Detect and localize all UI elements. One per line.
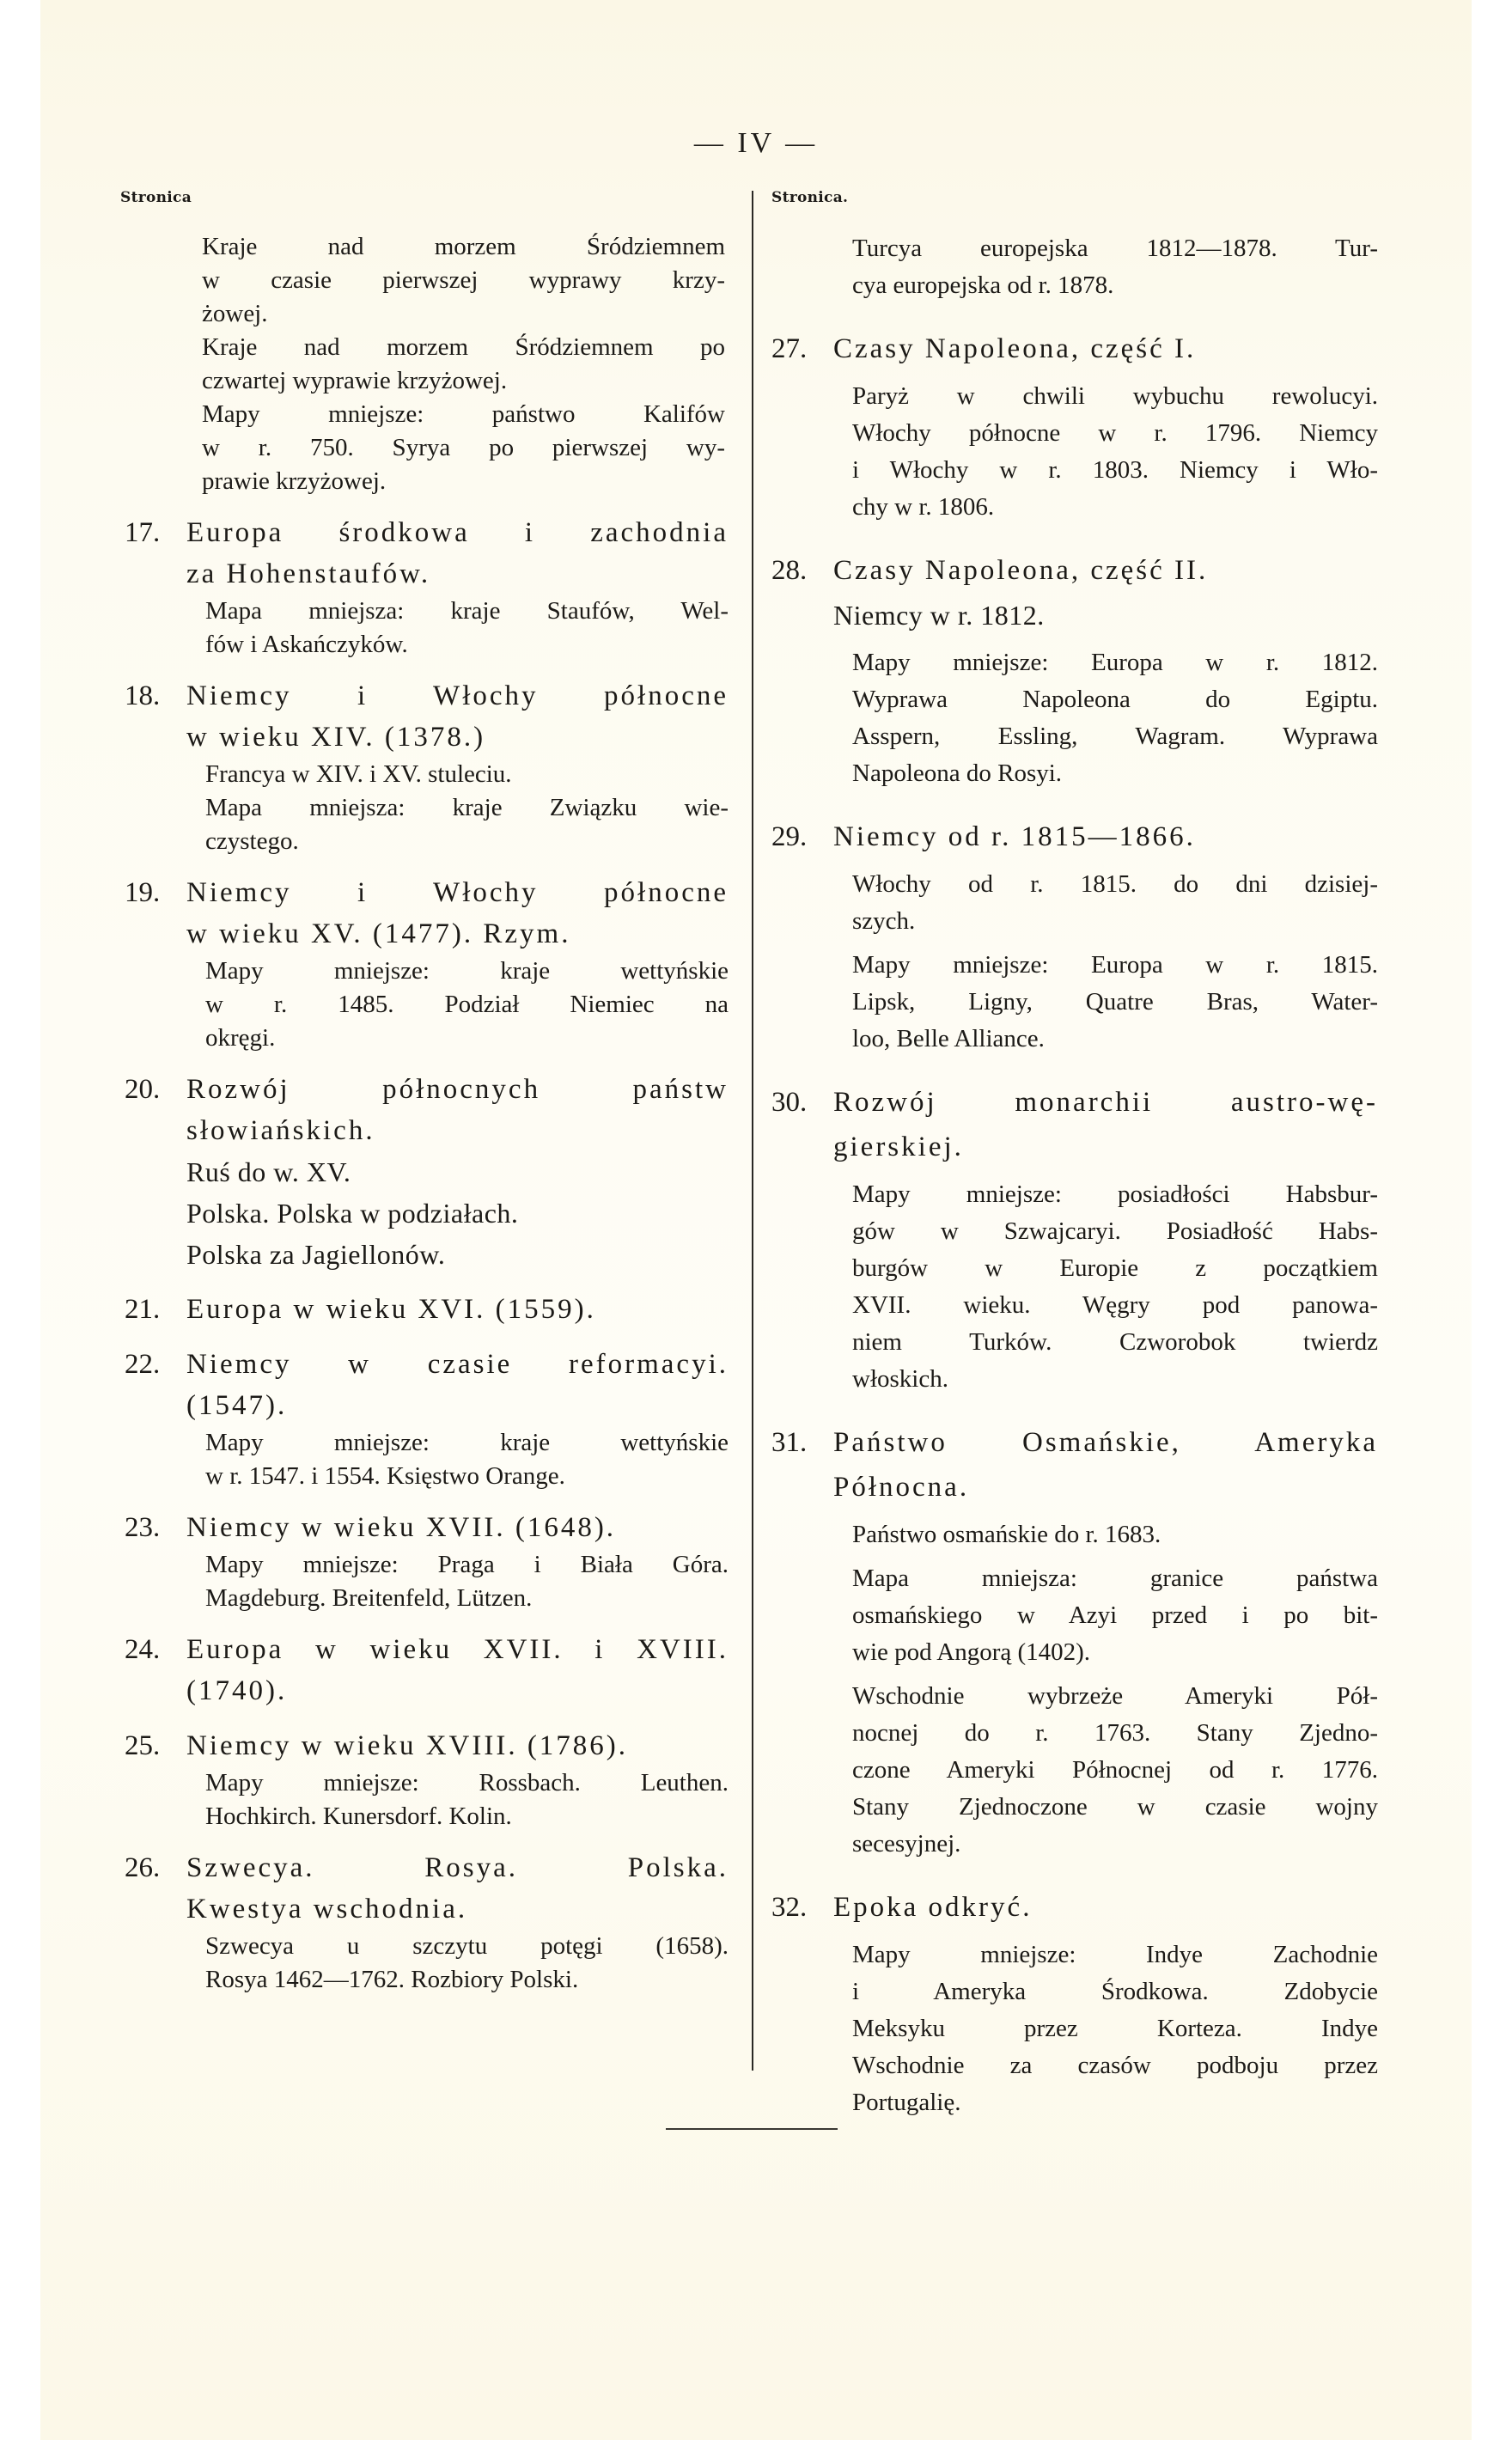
toc-entry xyxy=(125,1344,729,1493)
entry-map-line: Paryż w chwili wybuchu rewolucyi. xyxy=(852,382,1378,410)
entry-number: 25. xyxy=(125,1730,161,1761)
entry-title-line xyxy=(125,1069,729,1110)
entry-title-text: Niemcy i Włochy północne xyxy=(186,877,729,908)
entry-number: 20. xyxy=(125,1074,161,1105)
entry-number: 28. xyxy=(771,555,808,586)
entry-map-line: Francya w XIV. i XV. stuleciu. xyxy=(205,760,512,788)
entry-map-line: fów i Askańczyków. xyxy=(205,631,408,658)
entry-number: 21. xyxy=(125,1294,161,1325)
entry-title-line xyxy=(771,1080,1378,1125)
entry-map-line: czystego. xyxy=(205,827,299,855)
entry-title-text: gierskiej. xyxy=(833,1132,964,1162)
entry-map-line: cya europejska od r. 1878. xyxy=(852,271,1114,299)
entry-map-line: Portugalię. xyxy=(852,2089,961,2116)
toc-entry xyxy=(125,230,729,498)
entry-title-text: Niemcy od r. 1815—1866. xyxy=(833,821,1196,852)
entry-map-line: chy w r. 1806. xyxy=(852,493,995,521)
entry-map-line: Asspern, Essling, Wagram. Wyprawa xyxy=(852,723,1378,750)
entry-map-group xyxy=(771,230,1378,304)
entry-map-line: szych. xyxy=(852,907,916,935)
entry-title-text: Rozwój monarchii austro-wę- xyxy=(833,1087,1378,1118)
entry-map-line: Meksyku przez Korteza. Indye xyxy=(852,2015,1378,2042)
toc-entry xyxy=(771,230,1378,304)
entry-map-line: prawie krzyżowej. xyxy=(202,467,387,495)
entry-map-line: Mapa mniejsza: kraje Staufów, Wel- xyxy=(205,597,729,625)
entry-map-line: Włochy północne w r. 1796. Niemcy xyxy=(852,419,1378,447)
entry-map-line: Turcya europejska 1812—1878. Tur- xyxy=(852,235,1378,262)
column-header-right: Stronica. xyxy=(771,189,849,206)
entry-map-line: w r. 750. Syrya po pierwszej wy- xyxy=(202,434,725,461)
entry-map-line: w r. 1547. i 1554. Księstwo Orange. xyxy=(205,1462,565,1490)
entry-map-group xyxy=(125,595,729,662)
entry-map-line: Polska za Jagiellonów. xyxy=(186,1239,446,1270)
entry-number: 31. xyxy=(771,1427,808,1458)
entry-map-line: loo, Belle Alliance. xyxy=(852,1025,1045,1052)
entry-map-group xyxy=(771,1176,1378,1398)
entry-map-line: Niemcy w r. 1812. xyxy=(833,600,1045,631)
entry-title-line xyxy=(125,512,729,553)
entry-map-line: czwartej wyprawie krzyżowej. xyxy=(202,367,508,394)
entry-number: 26. xyxy=(125,1852,161,1883)
entry-map-line: Szwecya u szczytu potęgi (1658). xyxy=(205,1932,729,1960)
entry-map-line: w czasie pierwszej wyprawy krzy- xyxy=(202,266,725,294)
entry-map-line: i Ameryka Środkowa. Zdobycie xyxy=(852,1978,1378,2005)
entry-map-line: włoskich. xyxy=(852,1365,948,1393)
toc-column-left xyxy=(125,230,729,1997)
entry-map-group xyxy=(125,758,729,791)
entry-title-text: za Hohenstaufów. xyxy=(186,558,431,589)
entry-title-line xyxy=(125,553,729,595)
toc-entry xyxy=(771,1885,1378,2121)
entry-title-line xyxy=(125,1670,729,1711)
entry-map-group xyxy=(771,1678,1378,1863)
entry-title-text: Kwestya wschodnia. xyxy=(186,1894,468,1925)
entry-map-line: Kraje nad morzem Śródziemnem xyxy=(202,233,725,260)
toc-entry xyxy=(125,675,729,858)
entry-title-line xyxy=(771,1885,1378,1930)
entry-map-group xyxy=(771,947,1378,1058)
entry-map-line: żowej. xyxy=(202,300,268,327)
entry-map-line: Mapy mniejsze: Rossbach. Leuthen. xyxy=(205,1769,729,1796)
entry-title-line xyxy=(771,1420,1378,1465)
entry-map-line: Ruś do w. XV. xyxy=(186,1156,351,1187)
entry-map-group xyxy=(771,866,1378,940)
toc-entry xyxy=(771,814,1378,1058)
entry-title-line xyxy=(771,1125,1378,1169)
toc-entry xyxy=(125,872,729,1055)
entry-map-line: Polska. Polska w podziałach. xyxy=(186,1198,519,1229)
entry-map-line: czone Ameryki Północnej od r. 1776. xyxy=(852,1756,1378,1784)
toc-entry xyxy=(125,1069,729,1275)
entry-number: 23. xyxy=(125,1512,161,1543)
entry-map-line: Mapy mniejsze: kraje wettyńskie xyxy=(205,957,729,985)
toc-entry xyxy=(125,1847,729,1997)
entry-map-line: Włochy od r. 1815. do dni dzisiej- xyxy=(852,870,1378,898)
entry-title-line xyxy=(125,1725,729,1766)
entry-map-line: Mapa mniejsza: granice państwa xyxy=(852,1565,1378,1592)
entry-number: 24. xyxy=(125,1634,161,1665)
entry-map-line: osmańskiego w Azyi przed i po bit- xyxy=(852,1601,1378,1629)
entry-map-line: burgów w Europie z początkiem xyxy=(852,1254,1378,1282)
entry-title-line xyxy=(125,675,729,717)
entry-title-text: Epoka odkryć. xyxy=(833,1892,1033,1923)
entry-number: 18. xyxy=(125,680,161,711)
entry-map-group xyxy=(771,378,1378,526)
entry-map-group xyxy=(125,1766,729,1833)
entry-title-text: w wieku XV. (1477). Rzym. xyxy=(186,918,571,949)
entry-title-text: słowiańskich. xyxy=(186,1115,375,1146)
entry-number: 27. xyxy=(771,333,808,364)
entry-title-line xyxy=(125,1110,729,1151)
entry-title-line xyxy=(125,1847,729,1888)
entry-map-group xyxy=(771,1560,1378,1671)
entry-map-line: i Włochy w r. 1803. Niemcy i Wło- xyxy=(852,456,1378,484)
entry-title-line xyxy=(125,1507,729,1548)
toc-entry xyxy=(125,1289,729,1330)
toc-column-right xyxy=(771,230,1378,2121)
entry-map-group xyxy=(771,644,1378,792)
entry-title-text: Czasy Napoleona, część I. xyxy=(833,333,1197,364)
entry-map-line: Mapy mniejsze: Indye Zachodnie xyxy=(852,1941,1378,1968)
entry-title-text: w wieku XIV. (1378.) xyxy=(186,722,486,753)
entry-number: 17. xyxy=(125,517,161,548)
entry-title-text: (1547). xyxy=(186,1390,288,1421)
entry-map-line: w r. 1485. Podział Niemiec na xyxy=(205,991,729,1018)
entry-title-line xyxy=(125,717,729,758)
entry-map-line: Mapy mniejsze: posiadłości Habsbur- xyxy=(852,1180,1378,1208)
toc-entry xyxy=(771,326,1378,526)
entry-map-group xyxy=(125,955,729,1055)
entry-title-text: Północna. xyxy=(833,1472,970,1503)
entry-map-line: Mapa mniejsza: kraje Związku wie- xyxy=(205,794,729,821)
entry-map-group xyxy=(125,1426,729,1493)
entry-number: 19. xyxy=(125,877,161,908)
entry-map-line: Mapy mniejsze: Europa w r. 1812. xyxy=(852,649,1378,676)
entry-map-line: Mapy mniejsze: kraje wettyńskie xyxy=(205,1429,729,1456)
entry-title-line xyxy=(771,1465,1378,1510)
entry-map-group xyxy=(771,1516,1378,1553)
entry-map-line: Wyprawa Napoleona do Egiptu. xyxy=(852,686,1378,713)
entry-map-line: okręgi. xyxy=(205,1024,276,1052)
entry-title-line xyxy=(771,326,1378,371)
entry-title-line xyxy=(125,1629,729,1670)
entry-map-line: Napoleona do Rosyi. xyxy=(852,759,1063,787)
entry-title-line xyxy=(125,872,729,913)
entry-map-group xyxy=(125,331,729,398)
toc-entry xyxy=(125,1725,729,1833)
entry-map-line: Mapy mniejsze: państwo Kalifów xyxy=(202,400,725,428)
entry-title-text: Niemcy i Włochy północne xyxy=(186,680,729,711)
entry-map-line: Kraje nad morzem Śródziemnem po xyxy=(202,333,725,361)
entry-map-group xyxy=(771,1937,1378,2121)
entry-map-line: gów w Szwajcaryi. Posiadłość Habs- xyxy=(852,1217,1378,1245)
entry-title-line xyxy=(125,1888,729,1930)
entry-map-line: secesyjnej. xyxy=(852,1830,961,1857)
entry-title-line xyxy=(125,1344,729,1385)
entry-title-text: Państwo Osmańskie, Ameryka xyxy=(833,1427,1378,1458)
entry-number: 29. xyxy=(771,821,808,852)
entry-title-text: Rozwój północnych państw xyxy=(186,1074,729,1105)
entry-title-text: Niemcy w wieku XVIII. (1786). xyxy=(186,1730,629,1761)
entry-title-line xyxy=(125,1385,729,1426)
entry-map-line: Rosya 1462—1762. Rozbiory Polski. xyxy=(205,1966,579,1993)
toc-entry xyxy=(771,1420,1378,1863)
entry-title-text: Europa środkowa i zachodnia xyxy=(186,517,729,548)
entry-title-text: Niemcy w czasie reformacyi. xyxy=(186,1349,729,1380)
page-number: — IV — xyxy=(693,127,819,159)
column-header-left: Stronica xyxy=(120,189,192,206)
entry-number: 22. xyxy=(125,1349,161,1380)
toc-entry xyxy=(771,1080,1378,1398)
entry-number: 32. xyxy=(771,1892,808,1923)
entry-map-line: Magdeburg. Breitenfeld, Lützen. xyxy=(205,1584,533,1612)
toc-entry xyxy=(125,1507,729,1615)
entry-map-line: XVII. wieku. Węgry pod panowa- xyxy=(852,1291,1378,1319)
entry-map-line: Mapy mniejsze: Europa w r. 1815. xyxy=(852,951,1378,979)
entry-map-group xyxy=(125,398,729,498)
entry-number: 30. xyxy=(771,1087,808,1118)
entry-map-line: Wschodnie za czasów podboju przez xyxy=(852,2052,1378,2079)
entry-map-line: Państwo osmańskie do r. 1683. xyxy=(852,1521,1161,1548)
entry-map-line: niem Turków. Czworobok twierdz xyxy=(852,1328,1378,1356)
entry-title-text: Europa w wieku XVI. (1559). xyxy=(186,1294,596,1325)
entry-title-text: Europa w wieku XVII. i XVIII. xyxy=(186,1634,729,1665)
entry-title-line xyxy=(771,814,1378,859)
entry-map-line: Mapy mniejsze: Praga i Biała Góra. xyxy=(205,1551,729,1578)
entry-map-line: Lipsk, Ligny, Quatre Bras, Water- xyxy=(852,988,1378,1016)
entry-map-group xyxy=(125,1548,729,1615)
entry-map-line: Wschodnie wybrzeże Ameryki Pół- xyxy=(852,1682,1378,1710)
entry-map-line: Hochkirch. Kunersdorf. Kolin. xyxy=(205,1803,512,1830)
entry-map-group xyxy=(125,1930,729,1997)
entry-title-line xyxy=(771,548,1378,593)
toc-entry xyxy=(771,548,1378,792)
entry-map-group xyxy=(125,791,729,858)
entry-map-group xyxy=(125,230,729,331)
entry-title-line xyxy=(125,913,729,955)
end-rule xyxy=(666,2128,838,2130)
entry-map-line: nocnej do r. 1763. Stany Zjedno- xyxy=(852,1719,1378,1747)
entry-title-text: Szwecya. Rosya. Polska. xyxy=(186,1852,729,1883)
entry-title-text: (1740). xyxy=(186,1675,288,1706)
entry-map-line: Stany Zjednoczone w czasie wojny xyxy=(852,1793,1378,1821)
toc-entry xyxy=(125,512,729,662)
entry-title-text: Czasy Napoleona, część II. xyxy=(833,555,1209,586)
toc-entry xyxy=(125,1629,729,1711)
entry-map-line: wie pod Angorą (1402). xyxy=(852,1638,1091,1666)
entry-title-line xyxy=(125,1289,729,1330)
column-divider xyxy=(752,191,753,2071)
entry-title-text: Niemcy w wieku XVII. (1648). xyxy=(186,1512,617,1543)
